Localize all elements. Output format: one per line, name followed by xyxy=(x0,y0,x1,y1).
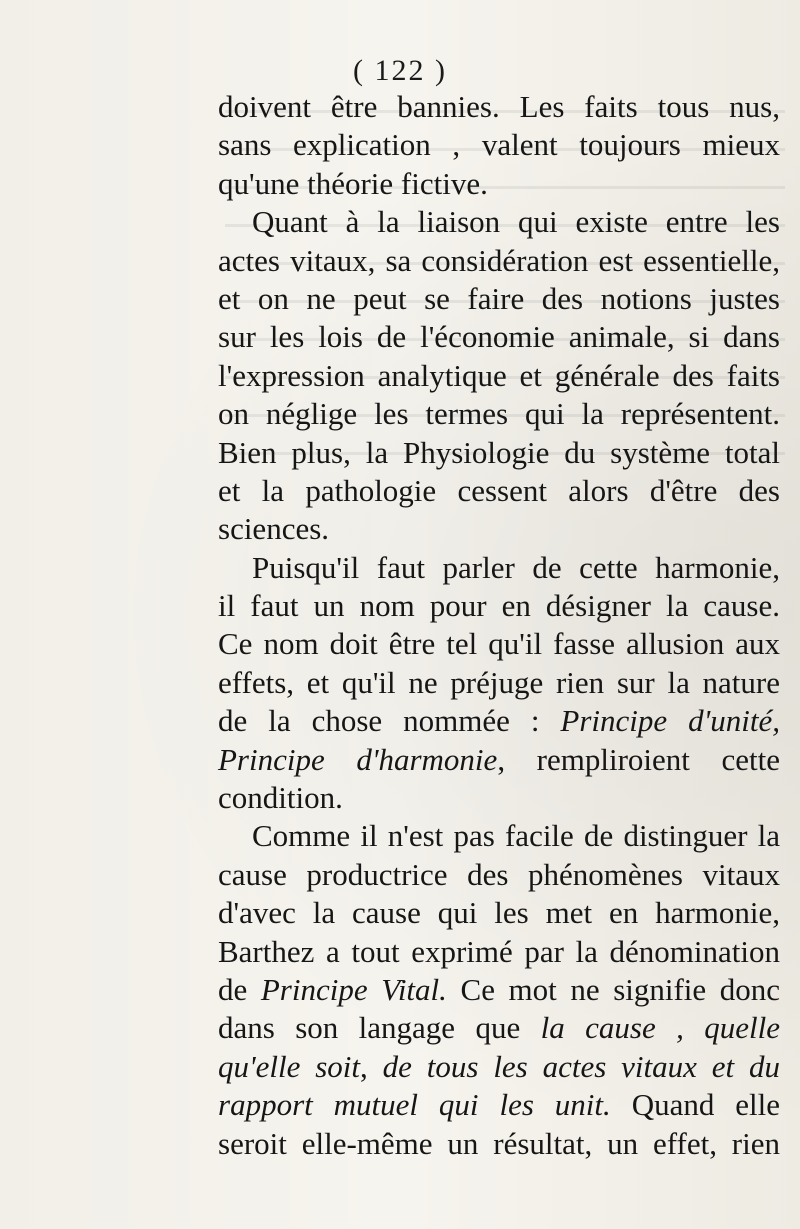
text-run: Ce mot ne signifie donc xyxy=(460,971,781,1007)
page-number: ( 122 ) xyxy=(353,54,447,87)
italic-text-run: qu'elle soit xyxy=(218,1048,361,1084)
text-run: de xyxy=(218,971,248,1007)
body-text xyxy=(218,88,780,1163)
text-run: Quand elle xyxy=(631,1087,781,1123)
italic-text-run: Principe Vital. xyxy=(260,971,447,1007)
italic-text-run: Principe d'harmonie xyxy=(218,741,498,777)
italic-text-run: de tous les actes vitaux et du xyxy=(382,1048,781,1084)
text-line: seroit elle-même un résultat, un effet, rien xyxy=(218,1125,780,1161)
text-line: l'expression analytique et générale des faits xyxy=(218,357,780,393)
text-line: Bien plus, la Physiologie du système total xyxy=(218,434,780,470)
text-line: actes vitaux, sa considération est essentielle, xyxy=(218,242,780,278)
italic-text-run: , quelle xyxy=(676,1010,781,1046)
text-line: sans explication , valent toujours mieux xyxy=(218,127,780,163)
italic-text-run: Principe d'unité, xyxy=(560,703,780,739)
text-line xyxy=(218,971,780,1009)
italic-text-run: la cause xyxy=(540,1010,656,1046)
text-line xyxy=(218,1009,780,1047)
text-line: condition. xyxy=(218,780,343,816)
text-line: Ce nom doit être tel qu'il fasse allusion aux xyxy=(218,626,780,662)
text-line: doivent être bannies. Les faits tous nus, xyxy=(218,89,780,124)
text-line: Quant à la liaison qui existe entre les xyxy=(252,204,780,240)
text-line xyxy=(218,741,780,779)
text-line: d'avec la cause qui les met en harmonie, xyxy=(218,895,780,931)
text-line xyxy=(218,702,780,740)
text-line: et on ne peut se faire des notions justes xyxy=(218,280,780,316)
text-line: qu'une théorie fictive. xyxy=(218,165,488,201)
text-run: , rempliroient cette xyxy=(497,741,781,777)
text-line: sur les lois de l'économie animale, si dans xyxy=(218,319,780,355)
text-line: effets, et qu'il ne préjuge rien sur la nature xyxy=(218,664,780,700)
text-line: cause productrice des phénomènes vitaux xyxy=(218,856,780,892)
text-run: de la chose nommée : xyxy=(218,703,540,739)
text-line: il faut un nom pour en désigner la cause. xyxy=(218,588,780,624)
text-line: Comme il n'est pas facile de distinguer la xyxy=(252,818,780,854)
text-run: dans son langage que xyxy=(218,1010,521,1046)
italic-text-run: rapport mutuel qui les unit. xyxy=(218,1087,611,1123)
text-line: on néglige les termes qui la représentent. xyxy=(218,396,780,432)
text-line xyxy=(218,1086,780,1124)
text-line: et la pathologie cessent alors d'être des xyxy=(218,472,780,508)
text-line: Puisqu'il faut parler de cette harmonie, xyxy=(252,549,780,585)
text-run: , xyxy=(360,1048,368,1084)
text-line xyxy=(218,1048,780,1086)
text-line: Barthez a tout exprimé par la dénomination xyxy=(218,933,780,969)
text-line: sciences. xyxy=(218,511,330,547)
